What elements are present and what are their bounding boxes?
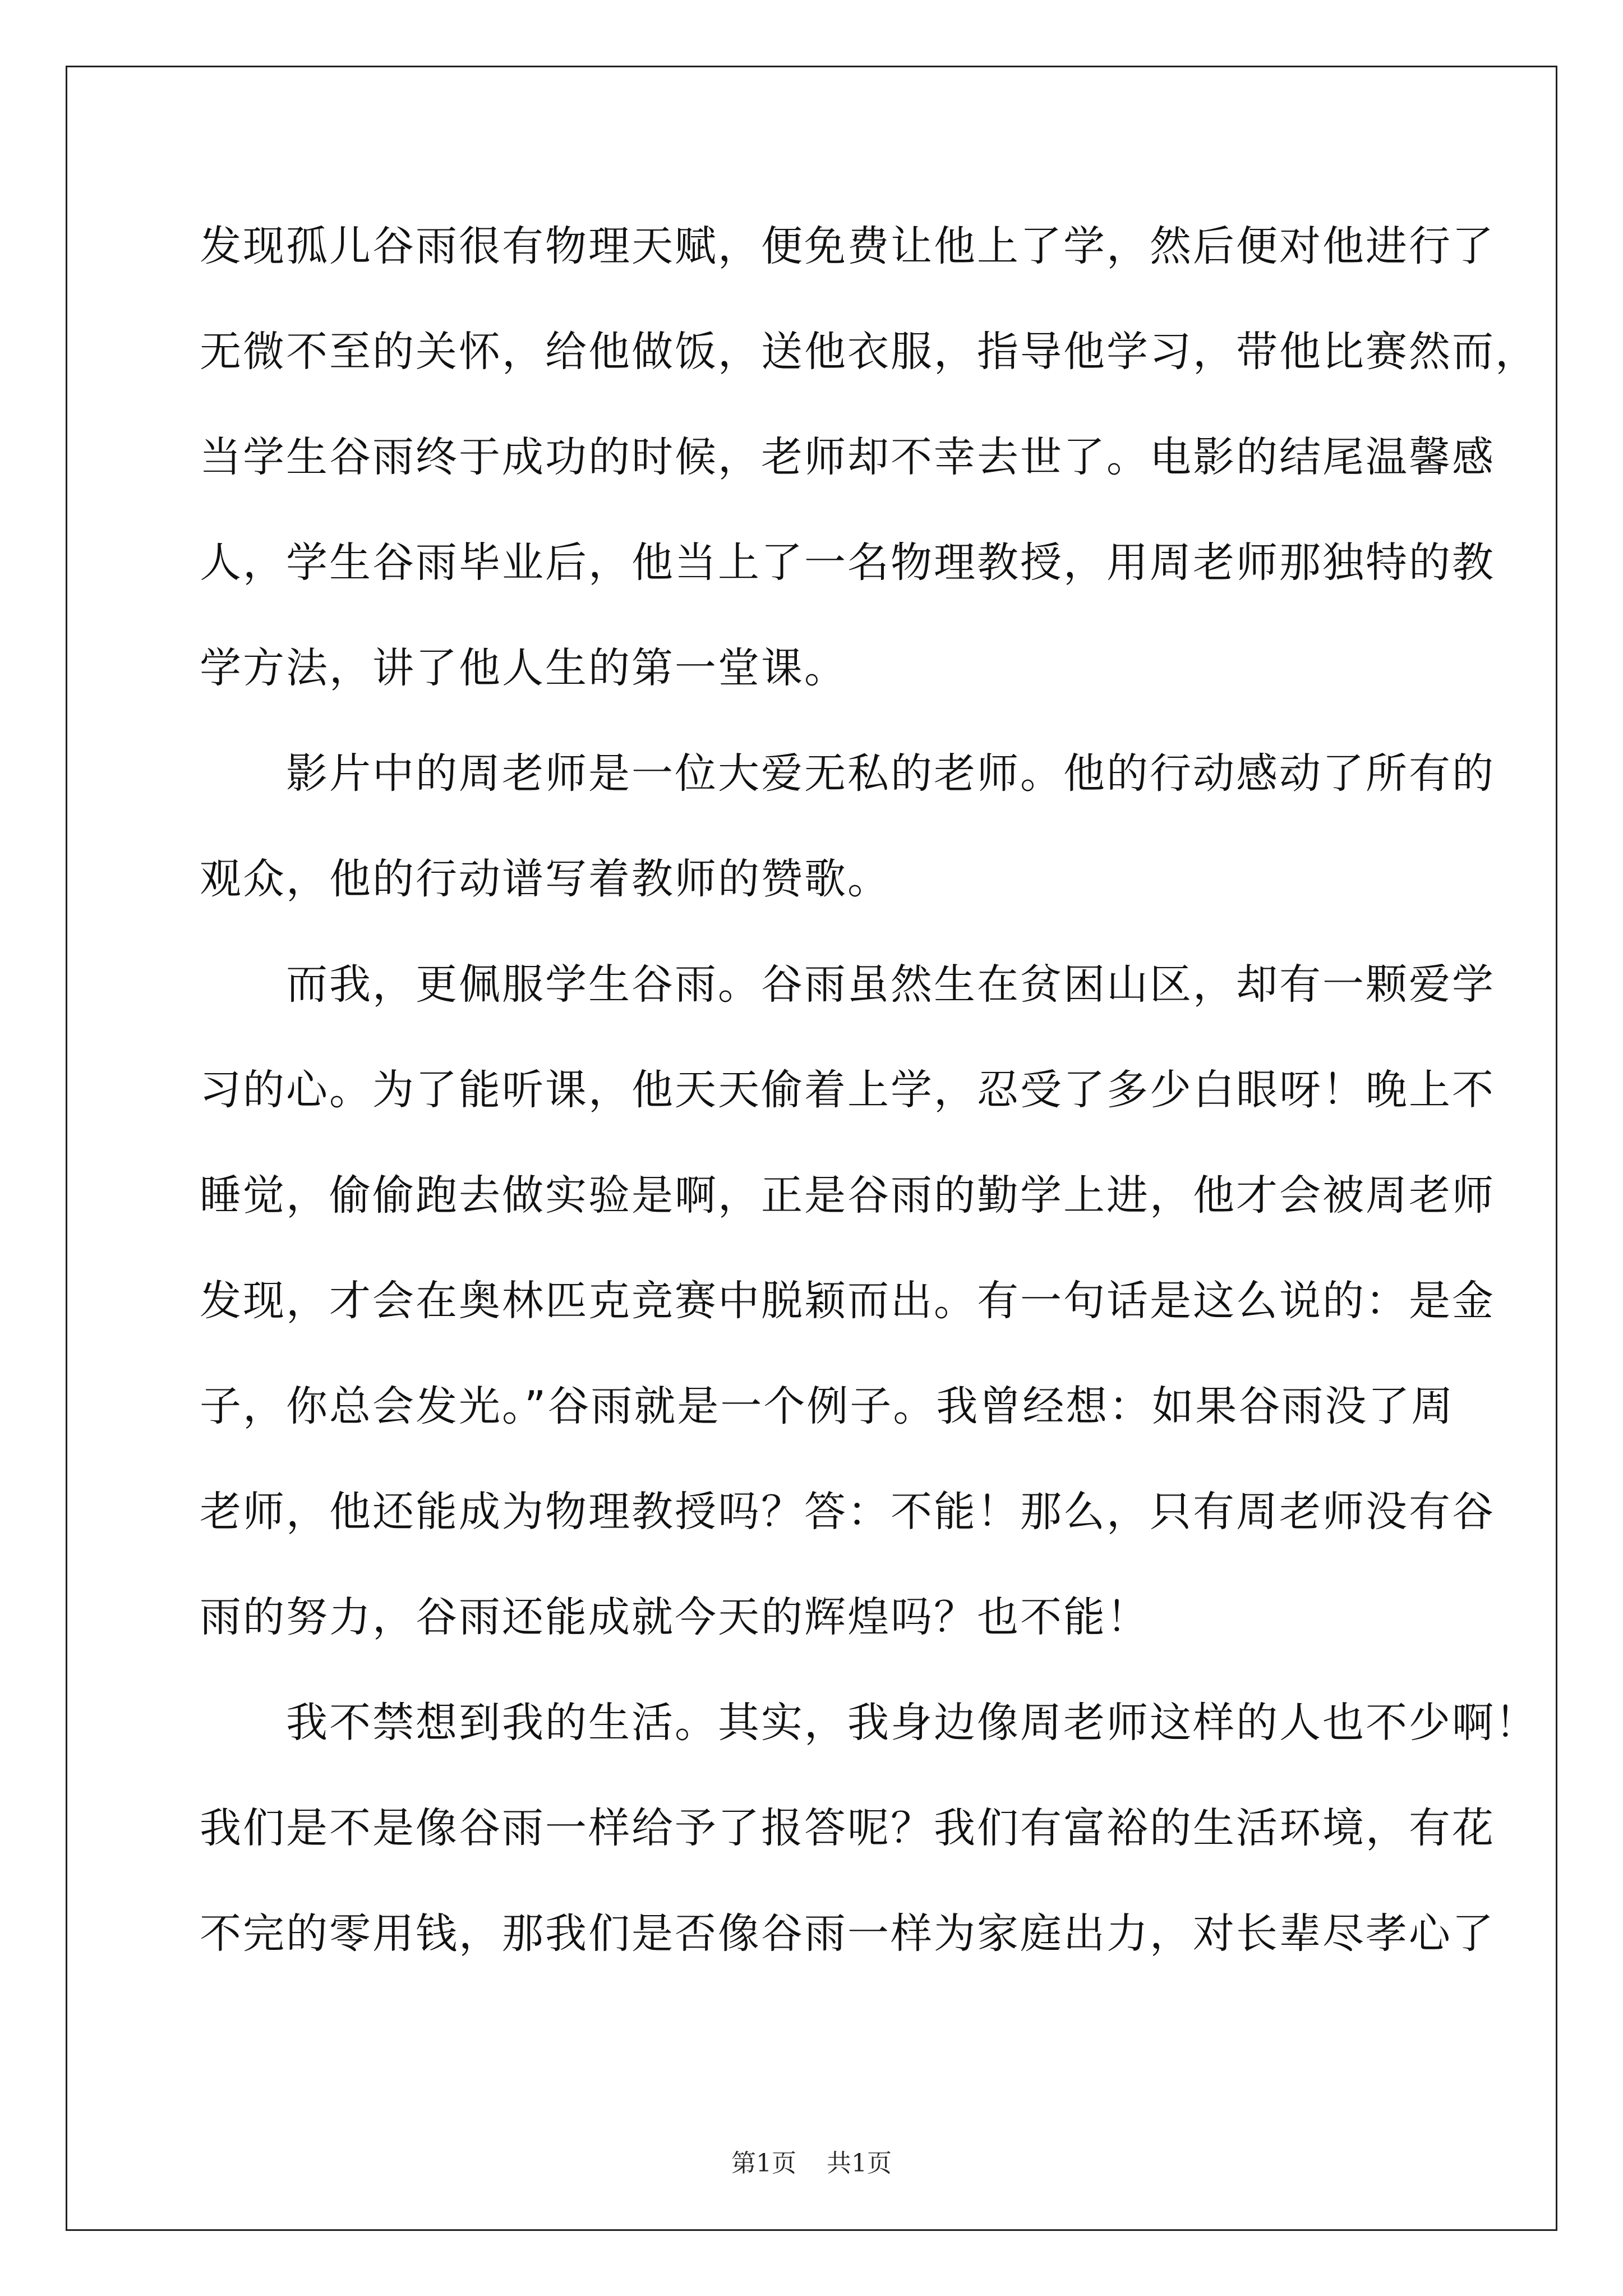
text-line: 人，学生谷雨毕业后，他当上了一名物理教授，用周老师那独特的教 xyxy=(200,539,1495,587)
page-total: 共1页 xyxy=(827,2149,892,2178)
text-line: 发现孤儿谷雨很有物理天赋，便免费让他上了学，然后便对他进行了 xyxy=(200,222,1495,270)
text-line: 我不禁想到我的生活。其实，我身边像周老师这样的人也不少啊！ xyxy=(200,1699,1538,1747)
text-line: 习的心。为了能听课，他天天偷着上学，忍受了多少白眼呀！晚上不 xyxy=(200,1066,1495,1114)
text-line: 不完的零用钱，那我们是否像谷雨一样为家庭出力，对长辈尽孝心了 xyxy=(200,1910,1495,1958)
page-number: 第1页 xyxy=(731,2149,796,2178)
text-line: 而我，更佩服学生谷雨。谷雨虽然生在贫困山区，却有一颗爱学 xyxy=(200,960,1495,1009)
text-line: 无微不至的关怀，给他做饭，送他衣服，指导他学习，带他比赛然而， xyxy=(200,328,1538,376)
text-line: 我们是不是像谷雨一样给予了报答呢？我们有富裕的生活环境，有花 xyxy=(200,1804,1495,1852)
text-line: 睡觉，偷偷跑去做实验是啊，正是谷雨的勤学上进，他才会被周老师 xyxy=(200,1171,1495,1220)
text-line: 发现，才会在奥林匹克竞赛中脱颖而出。有一句话是这么说的：是金 xyxy=(200,1277,1495,1325)
text-line: 子，你总会发光。”谷雨就是一个例子。我曾经想：如果谷雨没了周 xyxy=(200,1382,1455,1430)
document-body xyxy=(200,194,1538,1986)
text-line: 影片中的周老师是一位大爱无私的老师。他的行动感动了所有的 xyxy=(200,749,1495,798)
text-line: 观众，他的行动谱写着教师的赞歌。 xyxy=(200,855,891,903)
text-line: 老师，他还能成为物理教授吗？答：不能！那么，只有周老师没有谷 xyxy=(200,1488,1495,1536)
text-line: 当学生谷雨终于成功的时候，老师却不幸去世了。电影的结尾温馨感 xyxy=(200,433,1495,481)
page-footer xyxy=(0,2143,1623,2179)
text-line: 学方法，讲了他人生的第一堂课。 xyxy=(200,644,847,692)
text-line: 雨的努力，谷雨还能成就今天的辉煌吗？也不能！ xyxy=(200,1593,1150,1641)
